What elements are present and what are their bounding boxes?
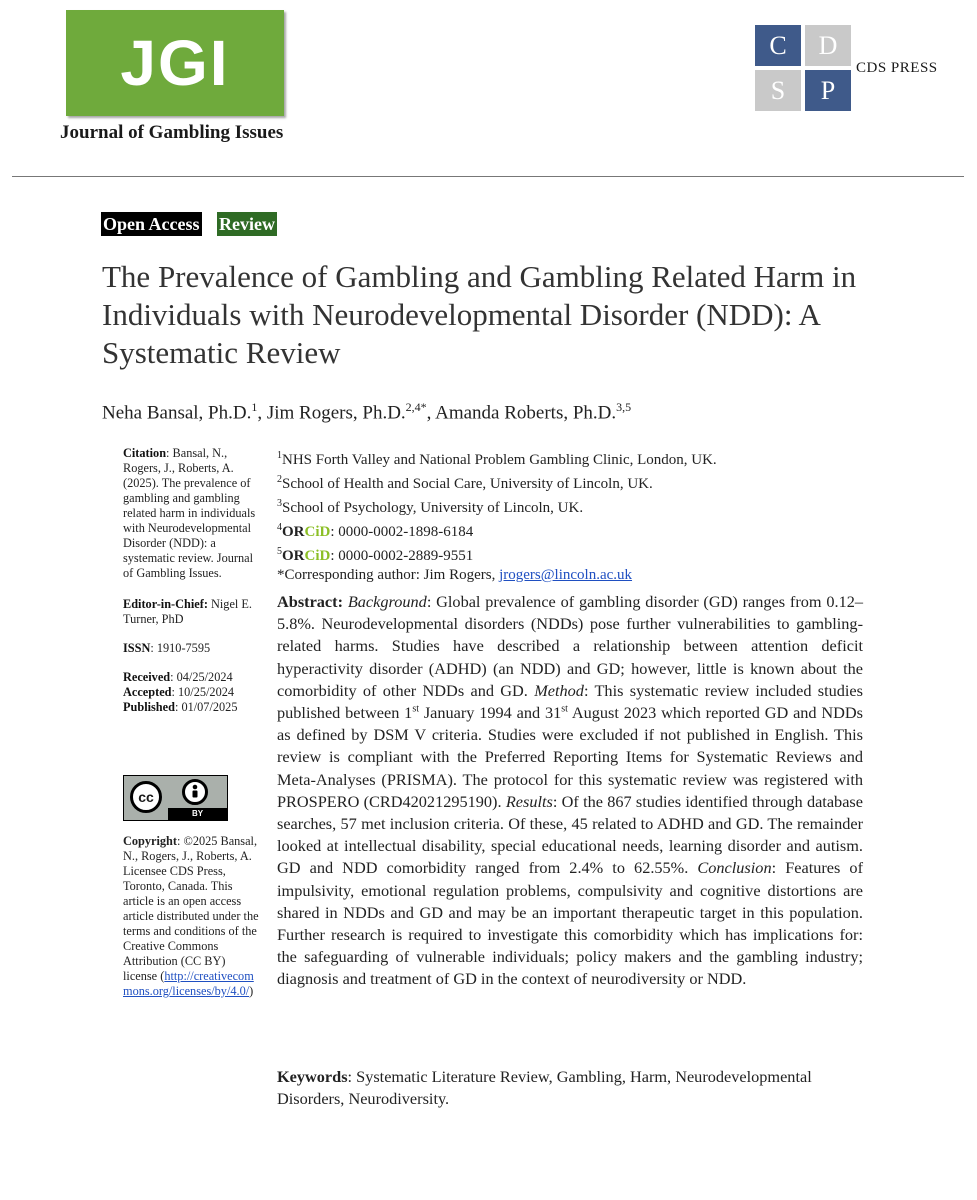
publisher-logo-c: C [755, 25, 801, 66]
published-date: : 01/07/2025 [174, 700, 238, 714]
author-affil-sup: 2,4* [405, 400, 427, 414]
author-sep: , [257, 402, 267, 424]
affiliation-sup: 1 [277, 450, 282, 461]
method-label: Method [534, 680, 584, 700]
author-affil-sup: 3,5 [616, 400, 632, 414]
attribution-person-icon [182, 779, 208, 805]
orcid-label-visible: CiD [304, 548, 331, 564]
journal-logo-text: JGI [120, 27, 230, 99]
orcid-sup: 5 [277, 546, 282, 557]
results-text: : Of the 867 studies identified through database searches, 57 met inclusion criteria. Of these, 45 related to ADHD and GD. The remainder looked at intellectual disability, special educational needs, learning disorder and autism. GD and NDD comorbidity ranged from 2.4% to 62.55%. [277, 791, 863, 878]
orcid-label-visible: CiD [304, 524, 331, 540]
header-divider [12, 176, 964, 177]
affiliation-text: School of Psychology, University of Lincoln, UK. [282, 500, 584, 516]
corresponding-author [277, 566, 897, 585]
publisher-logo-s: S [755, 70, 801, 111]
abstract-label: Abstract: [277, 592, 344, 611]
corresponding-email-link[interactable]: jrogers@lincoln.ac.uk [499, 567, 633, 583]
editor-block [123, 597, 261, 627]
affiliations [277, 446, 897, 585]
attribution-section [168, 776, 227, 820]
article-info-sidebar [123, 446, 261, 715]
keywords-text: : Systematic Literature Review, Gambling, Harm, Neurodevelopmental Disorders, Neurodiversity. [277, 1067, 812, 1108]
citation-block [123, 446, 261, 581]
creative-commons-icon: cc [130, 781, 162, 813]
accepted-label: Accepted [123, 685, 172, 699]
received-date: : 04/25/2024 [170, 670, 233, 684]
attribution-label: BY [168, 808, 227, 820]
article-title: The Prevalence of Gambling and Gambling Related Harm in Individuals with Neurodevelopmental Disorder (NDD): A Systematic Review [102, 259, 857, 370]
received-label: Received [123, 670, 171, 684]
affiliation-item [277, 494, 897, 518]
orcid-value: : 0000-0002-1898-6184 [330, 524, 474, 540]
publisher-logo [755, 25, 851, 111]
issn-text: : 1910-7595 [150, 641, 211, 655]
affiliation-sup: 3 [277, 498, 282, 509]
copyright-block [123, 834, 261, 999]
affiliation-item [277, 470, 897, 494]
editor-text: Nigel E. Turner, PhD [123, 597, 252, 626]
corresponding-text: *Corresponding author: Jim Rogers, [277, 567, 500, 583]
cc-by-license-badge[interactable] [123, 775, 228, 821]
open-access-badge: Open Access [103, 214, 200, 234]
orcid-item: $^5$ORCiD: 0000-0002-2889-9551 [277, 546, 474, 564]
author-sep: , [426, 402, 436, 424]
editor-label: Editor-in-Chief: [123, 597, 208, 611]
method-text: : This systematic review included studies published between 1 [277, 680, 863, 723]
affiliation-text: School of Health and Social Care, University of Lincoln, UK. [282, 476, 653, 492]
citation-text: : Bansal, N., Rogers, J., Roberts, A. (2025). The prevalence of gambling and gambling related harm in individuals with Neurodevelopmental Disorder (NDD): a systematic review. Journal of Gambling Issues. [123, 446, 256, 580]
background-label: Background [347, 592, 427, 611]
orcid-value: : 0000-0002-2889-9551 [330, 548, 474, 564]
publisher-logo-d: D [805, 25, 851, 66]
dates-block [123, 670, 261, 715]
orcid-sup: 4 [277, 522, 282, 533]
published-label: Published [123, 700, 175, 714]
orcid-item: $^4$ORCiD: 0000-0002-1898-6184 [277, 522, 474, 540]
issn-block [123, 641, 261, 656]
journal-name: Journal of Gambling Issues [60, 122, 284, 143]
license-link[interactable]: http://creativecommons.org/licenses/by/4.0/ [123, 969, 254, 998]
publisher-name: CDS PRESS [856, 60, 938, 76]
copyright-end: ) [249, 984, 254, 998]
affiliation-sup: 2 [277, 474, 282, 485]
keywords-label: Keywords [277, 1067, 348, 1086]
affiliation-text: NHS Forth Valley and National Problem Gambling Clinic, London, UK. [282, 452, 717, 468]
citation-label: Citation [123, 446, 167, 460]
keywords [277, 1066, 863, 1110]
publisher-logo-p: P [805, 70, 851, 111]
copyright-label: Copyright [123, 834, 177, 848]
accepted-date: : 10/25/2024 [171, 685, 235, 699]
abstract [277, 591, 863, 991]
issn-label: ISSN [123, 641, 151, 655]
method-text: January 1994 and 31 [419, 703, 562, 723]
conclusion-label: Conclusion [697, 858, 772, 878]
ordinal-sup: st [412, 703, 419, 715]
article-type-badge: Review [219, 214, 275, 234]
background-text: : Global prevalence of gambling disorder (GD) ranges from 0.12–5.8%. Neurodevelopmental disorders (NDDs) pose further vulnerabilities to gambling-related harms. Studies have described a relationship between attention deficit hyperactivity disorder (ADHD) (an NDD) and GD; however, little is known about the comorbidity of other NDDs and GD. [277, 592, 863, 700]
ordinal-sup: st [561, 703, 568, 715]
copyright-text: : ©2025 Bansal, N., Rogers, J., Roberts, A. Licensee CDS Press, Toronto, Canada. This article is an open access article distributed under the terms and conditions of the Creative Commons Attribution (CC BY) license ( [123, 834, 259, 983]
journal-logo [66, 10, 284, 116]
author-list [102, 400, 631, 424]
author-affil-sup: 1 [251, 400, 258, 414]
author-name: Jim Rogers, Ph.D. [266, 402, 406, 424]
affiliation-item [277, 446, 897, 470]
author-name: Neha Bansal, Ph.D. [102, 402, 252, 424]
method-text: August 2023 which reported GD and NDDs as defined by DSM V criteria. Studies were excluded if not published in English. This review is compliant with the Preferred Reporting Items for Systematic Reviews and Meta-Analyses (PRISMA). The protocol for this systematic review was registered with PROSPERO (CRD42021295190). [277, 703, 863, 811]
author-name: Amanda Roberts, Ph.D. [435, 402, 617, 424]
conclusion-text: : Features of impulsivity, emotional regulation problems, compulsivity and cognitive distortions are shared in NDDs and GD and may be an important therapeutic target in this population. Further research is required to investigate this comorbidity which has implications for: the safeguarding of vulnerable individuals; policy makers and the gambling industry; diagnosis and treatment of GD in the context of neurodiversity or NDD. [277, 858, 863, 989]
results-label: Results [505, 791, 553, 811]
